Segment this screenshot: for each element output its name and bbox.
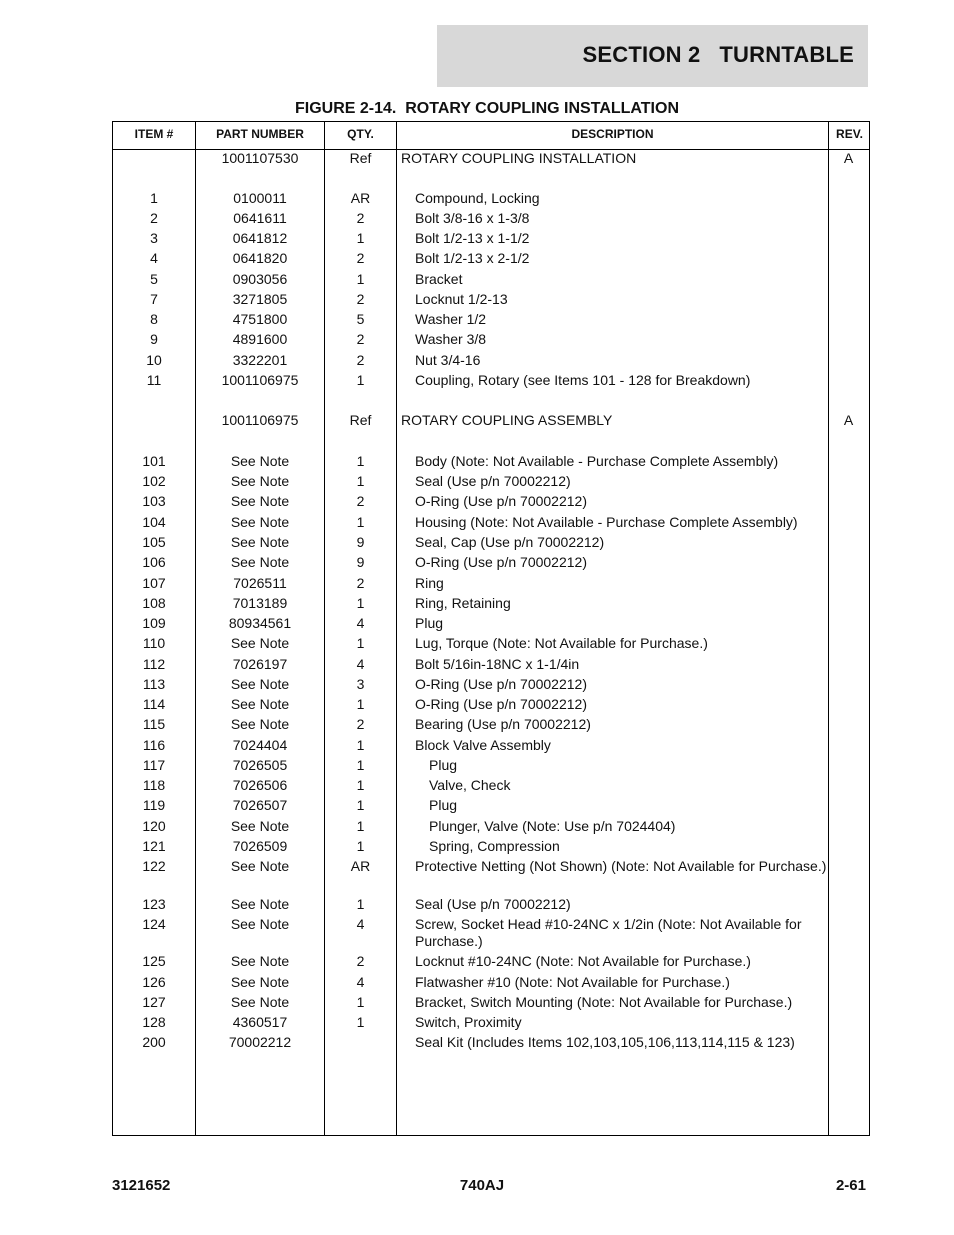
- description-cell: ROTARY COUPLING INSTALLATION: [401, 150, 637, 166]
- quantity-cell: 2: [356, 953, 365, 969]
- quantity-cell: 4: [356, 974, 365, 990]
- item-number-cell: 114: [142, 696, 166, 712]
- part-number-cell: See Note: [230, 818, 290, 834]
- description-cell: Ring, Retaining: [415, 595, 511, 611]
- part-number-cell: 0641812: [232, 230, 288, 246]
- section-header: [437, 25, 868, 87]
- quantity-cell: 2: [356, 291, 365, 307]
- quantity-cell: AR: [350, 858, 371, 874]
- part-number-cell: 0641611: [233, 210, 287, 226]
- description-cell: Spring, Compression: [429, 838, 560, 854]
- part-number-cell: See Note: [230, 635, 290, 651]
- quantity-cell: 2: [356, 210, 365, 226]
- quantity-cell: 1: [356, 453, 365, 469]
- description-cell: O-Ring (Use p/n 70002212): [415, 676, 587, 692]
- item-number-cell: 102: [142, 473, 166, 489]
- item-number-cell: 125: [142, 953, 166, 969]
- part-number-cell: 7026509: [232, 838, 288, 854]
- item-number-cell: 122: [142, 858, 166, 874]
- parts-table: [112, 121, 870, 1136]
- item-number-cell: 115: [142, 716, 166, 732]
- column-header-part-number: PART NUMBER: [216, 127, 304, 141]
- item-number-cell: 121: [142, 838, 166, 854]
- description-cell: Flatwasher #10 (Note: Not Available for Purchase.): [415, 974, 730, 990]
- part-number-cell: See Note: [230, 974, 290, 990]
- part-number-cell: See Note: [230, 493, 290, 509]
- quantity-cell: 1: [356, 818, 365, 834]
- section-title: SECTION 2 TURNTABLE: [582, 42, 854, 67]
- item-number-cell: 118: [142, 777, 166, 793]
- item-number-cell: 116: [142, 737, 166, 753]
- quantity-cell: 2: [356, 493, 365, 509]
- part-number-cell: 7026511: [233, 575, 287, 591]
- description-cell: Plug: [429, 797, 458, 813]
- quantity-cell: Ref: [349, 150, 372, 166]
- description-cell: Plunger, Valve (Note: Use p/n 7024404): [429, 818, 676, 834]
- part-number-cell: 70002212: [228, 1034, 292, 1050]
- description-cell: Ring: [415, 575, 444, 591]
- item-number-cell: 112: [142, 656, 166, 672]
- quantity-cell: 3: [356, 676, 365, 692]
- description-cell: Plug: [429, 757, 458, 773]
- item-number-cell: 126: [142, 974, 166, 990]
- item-number-cell: 120: [142, 818, 166, 834]
- description-cell: Protective Netting (Not Shown) (Note: Not Available for Purchase.): [415, 858, 827, 874]
- column-header-description: DESCRIPTION: [571, 127, 654, 141]
- quantity-cell: 1: [356, 595, 365, 611]
- quantity-cell: AR: [350, 190, 371, 206]
- quantity-cell: 1: [356, 696, 365, 712]
- part-number-cell: 7026507: [232, 797, 288, 813]
- description-cell: Compound, Locking: [415, 190, 540, 206]
- item-number-cell: 108: [142, 595, 166, 611]
- part-number-cell: See Note: [230, 453, 290, 469]
- item-number-cell: 110: [142, 635, 166, 651]
- item-number-cell: 119: [142, 797, 166, 813]
- part-number-cell: See Note: [230, 696, 290, 712]
- description-cell: Plug: [415, 615, 444, 631]
- item-number-cell: 8: [150, 311, 158, 327]
- part-number-cell: See Note: [230, 676, 290, 692]
- quantity-cell: 2: [356, 575, 365, 591]
- description-cell: ROTARY COUPLING ASSEMBLY: [401, 412, 613, 428]
- description-cell: Locknut 1/2-13: [415, 291, 508, 307]
- part-number-cell: 7026506: [232, 777, 288, 793]
- column-header-qty: QTY.: [347, 127, 374, 141]
- description-cell: Coupling, Rotary (see Items 101 - 128 for Breakdown): [415, 372, 751, 388]
- item-number-cell: 200: [142, 1034, 166, 1050]
- quantity-cell: 1: [356, 230, 365, 246]
- item-number-cell: 9: [150, 331, 158, 347]
- item-number-cell: 113: [142, 676, 166, 692]
- quantity-cell: 1: [356, 514, 365, 530]
- part-number-cell: See Note: [230, 953, 290, 969]
- part-number-cell: 7026505: [232, 757, 288, 773]
- description-cell: Washer 3/8: [415, 331, 487, 347]
- part-number-cell: 3271805: [232, 291, 288, 307]
- quantity-cell: 1: [356, 1014, 365, 1030]
- part-number-cell: 7024404: [232, 737, 288, 753]
- part-number-cell: See Note: [230, 514, 290, 530]
- part-number-cell: 7026197: [232, 656, 288, 672]
- item-number-cell: 107: [142, 575, 166, 591]
- quantity-cell: 1: [356, 797, 365, 813]
- item-number-cell: 5: [150, 271, 158, 287]
- description-cell: Bolt 1/2-13 x 1-1/2: [415, 230, 530, 246]
- description-cell: Body (Note: Not Available - Purchase Complete Assembly): [415, 453, 779, 469]
- description-cell: Bolt 1/2-13 x 2-1/2: [415, 250, 530, 266]
- description-cell: O-Ring (Use p/n 70002212): [415, 554, 587, 570]
- quantity-cell: 1: [356, 896, 365, 912]
- item-number-cell: 128: [142, 1014, 166, 1030]
- description-cell: Block Valve Assembly: [415, 737, 551, 753]
- part-number-cell: 4891600: [232, 331, 288, 347]
- footer-doc-number: 3121652: [112, 1177, 171, 1194]
- quantity-cell: 4: [356, 615, 365, 631]
- description-cell: Valve, Check: [429, 777, 511, 793]
- part-number-cell: See Note: [230, 896, 290, 912]
- quantity-cell: 1: [356, 737, 365, 753]
- item-number-cell: 117: [142, 757, 166, 773]
- description-cell: O-Ring (Use p/n 70002212): [415, 493, 587, 509]
- quantity-cell: 2: [356, 250, 365, 266]
- quantity-cell: 2: [356, 352, 365, 368]
- column-header-item: ITEM #: [134, 127, 174, 141]
- part-number-cell: See Note: [230, 994, 290, 1010]
- item-number-cell: 1: [150, 190, 158, 206]
- item-number-cell: 101: [142, 453, 166, 469]
- quantity-cell: 1: [356, 777, 365, 793]
- item-number-cell: 3: [150, 230, 158, 246]
- revision-cell: A: [843, 150, 854, 166]
- item-number-cell: 123: [142, 896, 166, 912]
- part-number-cell: 0641820: [232, 250, 288, 266]
- description-cell: Seal (Use p/n 70002212): [415, 896, 571, 912]
- column-header-rev: REV.: [836, 127, 863, 141]
- part-number-cell: See Note: [230, 554, 290, 570]
- description-cell: Bracket, Switch Mounting (Note: Not Available for Purchase.): [415, 994, 793, 1010]
- quantity-cell: Ref: [349, 412, 372, 428]
- quantity-cell: 2: [356, 331, 365, 347]
- item-number-cell: 11: [146, 372, 162, 388]
- part-number-cell: 0903056: [232, 271, 288, 287]
- item-number-cell: 105: [142, 534, 166, 550]
- part-number-cell: 4360517: [232, 1014, 288, 1030]
- quantity-cell: 4: [356, 656, 365, 672]
- description-cell: Bolt 5/16in-18NC x 1-1/4in: [415, 656, 580, 672]
- footer-page-number: 2-61: [835, 1177, 866, 1194]
- item-number-cell: 104: [142, 514, 166, 530]
- quantity-cell: 1: [356, 473, 365, 489]
- part-number-cell: See Note: [230, 858, 290, 874]
- item-number-cell: 4: [150, 250, 158, 266]
- part-number-cell: 3322201: [232, 352, 288, 368]
- footer-model: 740AJ: [459, 1177, 505, 1194]
- quantity-cell: 2: [356, 716, 365, 732]
- quantity-cell: 1: [356, 757, 365, 773]
- part-number-cell: See Note: [230, 534, 290, 550]
- quantity-cell: 9: [356, 534, 365, 550]
- quantity-cell: 1: [356, 994, 365, 1010]
- part-number-cell: See Note: [230, 716, 290, 732]
- description-cell: Screw, Socket Head #10-24NC x 1/2in (Note: Not Available for Purchase.): [415, 916, 802, 949]
- part-number-cell: 4751800: [232, 311, 288, 327]
- part-number-cell: 80934561: [228, 615, 292, 631]
- part-number-cell: See Note: [230, 473, 290, 489]
- item-number-cell: 7: [150, 291, 158, 307]
- part-number-cell: See Note: [230, 916, 290, 932]
- item-number-cell: 10: [146, 352, 162, 368]
- item-number-cell: 103: [142, 493, 166, 509]
- description-cell: Seal, Cap (Use p/n 70002212): [415, 534, 605, 550]
- item-number-cell: 124: [142, 916, 166, 932]
- quantity-cell: 1: [356, 635, 365, 651]
- description-cell: O-Ring (Use p/n 70002212): [415, 696, 587, 712]
- figure-title: FIGURE 2-14. ROTARY COUPLING INSTALLATION: [294, 100, 679, 117]
- part-number-cell: 1001106975: [221, 412, 299, 428]
- item-number-cell: 127: [142, 994, 166, 1010]
- item-number-cell: 2: [150, 210, 158, 226]
- description-cell: Washer 1/2: [415, 311, 487, 327]
- description-cell: Bearing (Use p/n 70002212): [415, 716, 591, 732]
- part-number-cell: 1001106975: [221, 372, 299, 388]
- quantity-cell: 4: [356, 916, 365, 932]
- quantity-cell: 9: [356, 554, 365, 570]
- quantity-cell: 5: [356, 311, 365, 327]
- description-cell: Bolt 3/8-16 x 1-3/8: [415, 210, 530, 226]
- part-number-cell: 1001107530: [221, 150, 299, 166]
- description-cell: Nut 3/4-16: [415, 352, 481, 368]
- description-cell: Bracket: [415, 271, 463, 287]
- quantity-cell: 1: [356, 838, 365, 854]
- description-cell: Switch, Proximity: [415, 1014, 522, 1030]
- part-number-cell: 7013189: [232, 595, 288, 611]
- part-number-cell: 0100011: [233, 190, 287, 206]
- quantity-cell: 1: [356, 372, 365, 388]
- description-cell: Locknut #10-24NC (Note: Not Available for Purchase.): [415, 953, 751, 969]
- item-number-cell: 106: [142, 554, 166, 570]
- item-number-cell: 109: [142, 615, 166, 631]
- description-cell: Seal Kit (Includes Items 102,103,105,106,113,114,115 & 123): [415, 1034, 795, 1050]
- revision-cell: A: [843, 412, 854, 428]
- description-cell: Housing (Note: Not Available - Purchase Complete Assembly): [415, 514, 798, 530]
- description-cell: Lug, Torque (Note: Not Available for Purchase.): [415, 635, 708, 651]
- description-cell: Seal (Use p/n 70002212): [415, 473, 571, 489]
- quantity-cell: 1: [356, 271, 365, 287]
